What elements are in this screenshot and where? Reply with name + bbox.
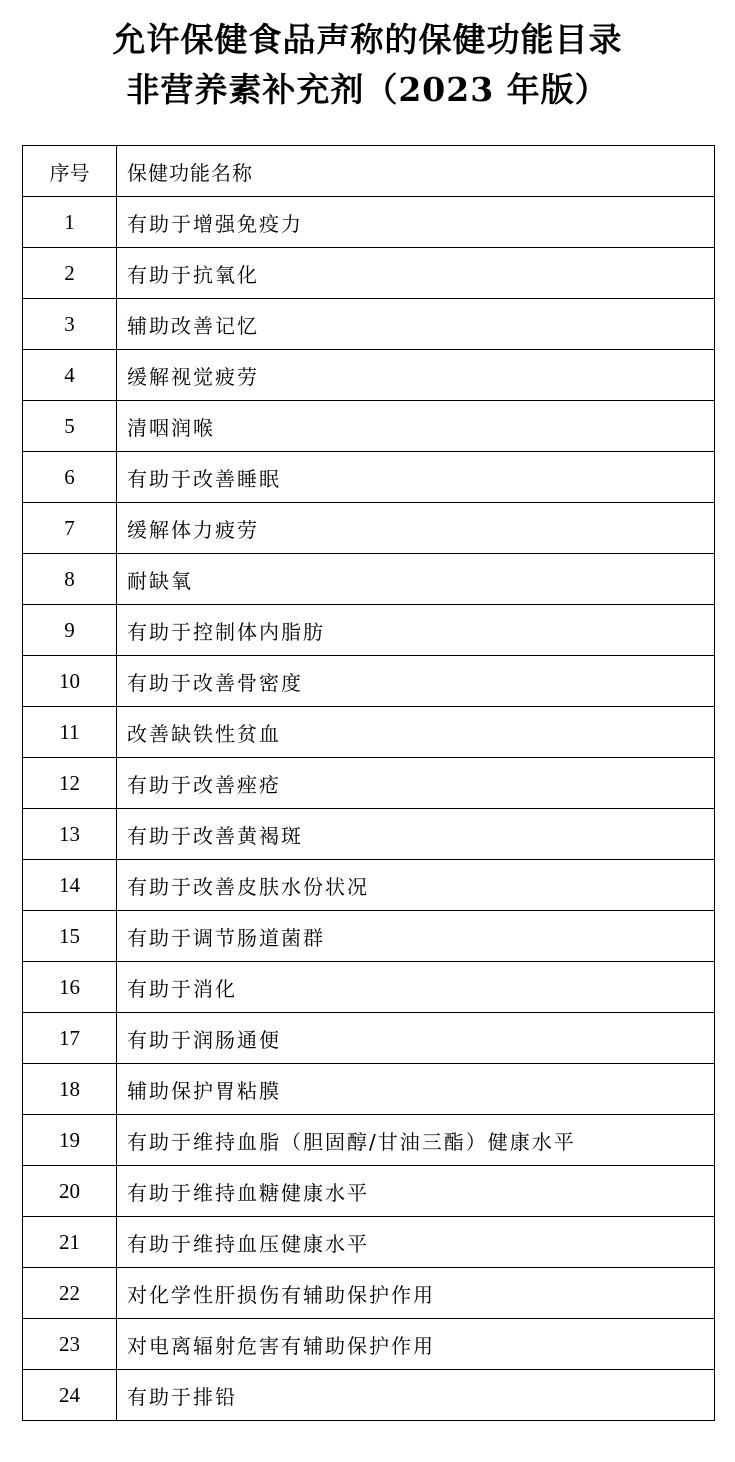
- table-row: [23, 350, 715, 401]
- table-row: [23, 860, 715, 911]
- table-row: [23, 299, 715, 350]
- serial-number-cell: 1: [23, 197, 117, 248]
- function-name-cell: 改善缺铁性贫血: [117, 707, 715, 758]
- table-row: [23, 809, 715, 860]
- serial-number-cell: 7: [23, 503, 117, 554]
- function-name-cell: 有助于润肠通便: [117, 1013, 715, 1064]
- serial-number-cell: 5: [23, 401, 117, 452]
- table-row: [23, 452, 715, 503]
- function-name-cell: 缓解体力疲劳: [117, 503, 715, 554]
- header-function-name: 保健功能名称: [117, 146, 715, 197]
- serial-number-cell: 18: [23, 1064, 117, 1115]
- table-row: [23, 1319, 715, 1370]
- function-name-cell: 有助于改善皮肤水份状况: [117, 860, 715, 911]
- function-name-cell: 有助于维持血糖健康水平: [117, 1166, 715, 1217]
- serial-number-cell: 24: [23, 1370, 117, 1421]
- serial-number-cell: 12: [23, 758, 117, 809]
- function-name-cell: 有助于改善痤疮: [117, 758, 715, 809]
- serial-number-cell: 17: [23, 1013, 117, 1064]
- serial-number-cell: 6: [23, 452, 117, 503]
- function-name-cell: 有助于维持血脂（胆固醇/甘油三酯）健康水平: [117, 1115, 715, 1166]
- function-name-cell: 有助于消化: [117, 962, 715, 1013]
- function-name-cell: 辅助保护胃粘膜: [117, 1064, 715, 1115]
- function-name-cell: 对化学性肝损伤有辅助保护作用: [117, 1268, 715, 1319]
- serial-number-cell: 2: [23, 248, 117, 299]
- table-row: [23, 911, 715, 962]
- table-row: [23, 503, 715, 554]
- table-row: [23, 248, 715, 299]
- function-name-cell: 有助于改善黄褐斑: [117, 809, 715, 860]
- serial-number-cell: 9: [23, 605, 117, 656]
- serial-number-cell: 22: [23, 1268, 117, 1319]
- function-name-cell: 有助于维持血压健康水平: [117, 1217, 715, 1268]
- table-header-row: [23, 146, 715, 197]
- table-row: [23, 605, 715, 656]
- serial-number-cell: 15: [23, 911, 117, 962]
- table-row: [23, 656, 715, 707]
- serial-number-cell: 20: [23, 1166, 117, 1217]
- table-row: [23, 1268, 715, 1319]
- table-body: [23, 197, 715, 1421]
- function-name-cell: 耐缺氧: [117, 554, 715, 605]
- table-row: [23, 1013, 715, 1064]
- serial-number-cell: 11: [23, 707, 117, 758]
- serial-number-cell: 23: [23, 1319, 117, 1370]
- function-name-cell: 有助于改善睡眠: [117, 452, 715, 503]
- function-name-cell: 清咽润喉: [117, 401, 715, 452]
- document-subtitle: 非营养素补充剂（2023 年版）: [126, 70, 609, 109]
- function-name-cell: 对电离辐射危害有辅助保护作用: [117, 1319, 715, 1370]
- function-name-cell: 有助于调节肠道菌群: [117, 911, 715, 962]
- document-title: 允许保健食品声称的保健功能目录: [112, 20, 623, 59]
- serial-number-cell: 21: [23, 1217, 117, 1268]
- table-row: [23, 554, 715, 605]
- table-row: [23, 707, 715, 758]
- function-name-cell: 缓解视觉疲劳: [117, 350, 715, 401]
- serial-number-cell: 13: [23, 809, 117, 860]
- function-name-cell: 有助于抗氧化: [117, 248, 715, 299]
- serial-number-cell: 8: [23, 554, 117, 605]
- serial-number-cell: 16: [23, 962, 117, 1013]
- serial-number-cell: 3: [23, 299, 117, 350]
- function-name-cell: 有助于增强免疫力: [117, 197, 715, 248]
- table-row: [23, 758, 715, 809]
- serial-number-cell: 19: [23, 1115, 117, 1166]
- table-row: [23, 962, 715, 1013]
- function-name-cell: 有助于排铅: [117, 1370, 715, 1421]
- header-serial-number: 序号: [23, 146, 117, 197]
- health-function-table: [22, 145, 715, 1421]
- serial-number-cell: 14: [23, 860, 117, 911]
- table-row: [23, 1217, 715, 1268]
- function-name-cell: 辅助改善记忆: [117, 299, 715, 350]
- table-row: [23, 1064, 715, 1115]
- serial-number-cell: 10: [23, 656, 117, 707]
- function-name-cell: 有助于控制体内脂肪: [117, 605, 715, 656]
- function-name-cell: 有助于改善骨密度: [117, 656, 715, 707]
- table-row: [23, 401, 715, 452]
- table-row: [23, 1370, 715, 1421]
- table-row: [23, 1166, 715, 1217]
- table-row: [23, 1115, 715, 1166]
- table-row: [23, 197, 715, 248]
- serial-number-cell: 4: [23, 350, 117, 401]
